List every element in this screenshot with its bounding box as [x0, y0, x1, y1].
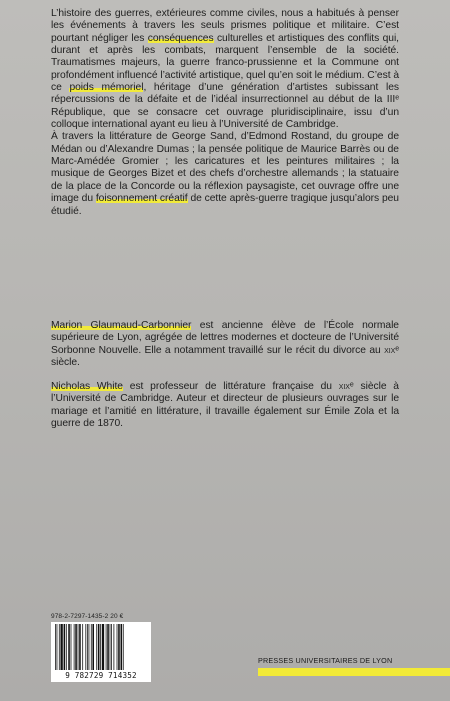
barcode-bars	[54, 624, 148, 672]
author-bio-text: est ancienne élève de l’École normale supérieure de Lyon, agrégée de lettres modernes et docteure de l’Université Sorbonne Nouvelle. Elle a notamment travaillé sur le récit du divorce au	[51, 320, 399, 356]
author-name-1: Marion Glaumaud-Carbonnier	[51, 320, 192, 331]
century-label: xixᵉ	[338, 381, 354, 392]
highlight-consequences: conséquences	[147, 32, 214, 44]
highlight-poids-memoriel: poids mémoriel	[69, 82, 144, 94]
summary-text-segment: L’histoire des guerres, extérieures comme civiles, nous a habitués à penser les événements à travers les seuls prismes politique et militaire. C’est pourtant négliger les	[51, 8, 399, 44]
summary-paragraph-1	[51, 8, 399, 131]
highlight-foisonnement-creatif: foisonnement créatif	[95, 193, 188, 205]
summary-text-segment: À travers la littérature de George Sand, d’Edmond Rostand, du groupe de Médan ou d’Alexandre Dumas ; la pensée politique de Maurice Barrès ou de Marc-Amédée Gromier ; les caricatures et les peintures militaires ; la musique de Georges Bizet et des chefs d’orchestre allemands ; la statuaire de la place de la Concorde ou la réflexion paysagiste, cet ouvrage offre une image du	[51, 131, 399, 205]
summary-text-segment: de cette après-guerre tragique jusqu’alors peu étudié.	[51, 193, 399, 217]
summary-text-segment: , héritage d’une génération d’artistes subissant les répercussions de la défaite et de l’idéal insurrectionnel au début de la IIIᵉ République, que se consacre cet ouvrage pluridisciplinaire, issu d’un colloque international ayant eu lieu à l’Université de Cambridge.	[51, 82, 399, 131]
author-bio-text: siècle à l’Université de Cambridge. Auteur et directeur de plusieurs ouvrages sur le mariage et l’amitié en littérature, il travaille également sur Émile Zola et la guerre de 1870.	[51, 381, 399, 430]
century-label: xixᵉ	[384, 344, 399, 356]
barcode-digits: 9 782729 714352	[51, 671, 151, 681]
author-bio-2	[51, 381, 399, 430]
publisher	[258, 656, 398, 676]
summary-text	[51, 8, 399, 218]
author-bio-text: est professeur de littérature française du	[122, 381, 339, 392]
isbn-price: 978-2-7297-1435-2 20 €	[51, 613, 124, 620]
publisher-accent-bar	[258, 668, 450, 676]
summary-text-segment: culturelles et artistiques des conflits qui, durant et après les combats, marquent l’ensemble de la société. Traumatismes majeurs, la guerre franco-prussienne et la Commune ont profondément influencé l’activité artistique, quel qu’en soit le médium. C’est à ce	[51, 32, 400, 94]
author-bio-text: siècle.	[51, 357, 80, 369]
publisher-name: PRESSES UNIVERSITAIRES DE LYON	[258, 656, 393, 665]
author-bio-1	[51, 320, 399, 369]
summary-paragraph-2	[51, 131, 399, 217]
author-name-2: Nicholas White	[51, 381, 123, 392]
